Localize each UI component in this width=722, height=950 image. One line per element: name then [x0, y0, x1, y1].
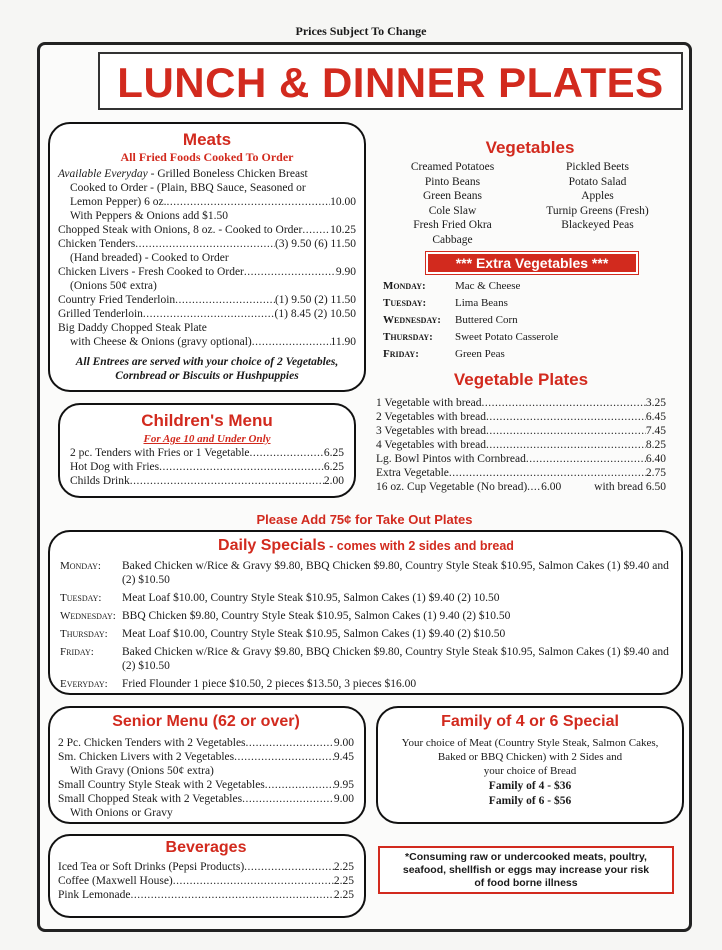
daily-special-day: Friday:	[60, 646, 94, 658]
senior-items	[58, 736, 354, 820]
extra-vegetable-item: Green Peas	[455, 348, 505, 360]
childrens-item	[70, 446, 344, 460]
senior-item-price: 9.45	[333, 751, 354, 763]
warning-line1: *Consuming raw or undercooked meats, poultry,	[405, 851, 647, 863]
entree-note	[58, 355, 356, 383]
daily-special-day: Thursday:	[60, 628, 108, 640]
family-line2: Baked or BBQ Chicken) with 2 Sides and	[437, 751, 623, 763]
entree-note-line1: All Entrees are served with your choice of 2 Vegetables,	[75, 356, 339, 368]
senior-item-label: Sm. Chicken Livers with 2 Vegetables	[58, 751, 235, 763]
vegetable-plate-item-leader	[482, 396, 646, 410]
childrens-item-leader	[130, 474, 324, 488]
vegetable-item: Pinto Beans	[424, 175, 481, 188]
available-prefix: Available Everyday	[58, 168, 148, 180]
extra-vegetable-row	[383, 329, 673, 346]
extra-vegetable-item: Sweet Potato Casserole	[455, 331, 559, 343]
daily-special-text: BBQ Chicken $9.80, Country Style Steak $10.95, Salmon Cakes (1) 9.40 (2) $10.50	[122, 610, 511, 622]
meat-item-note: (Onions 50¢ extra)	[70, 280, 157, 292]
vegetable-plate-item-price: 2.75	[645, 467, 666, 479]
meat-item	[58, 195, 356, 209]
meat-item-leader	[166, 195, 330, 209]
family-price-6: Family of 6 - $56	[488, 795, 572, 807]
vegetable-plate-item	[376, 438, 666, 452]
daily-special-day: Wednesday:	[60, 610, 116, 622]
vegetable-item: Fresh Fried Okra	[413, 219, 492, 231]
daily-special-text: Baked Chicken w/Rice & Gravy $9.80, BBQ Chicken $9.80, Country Style Steak $10.95, Salmon Cakes (1) $9.40 and (2) $10.50	[122, 560, 669, 586]
daily-special-text: Meat Loaf $10.00, Country Style Steak $10.95, Salmon Cakes (1) $9.40 (2) 10.50	[122, 592, 500, 604]
cup-vegetable-label: 16 oz. Cup Vegetable (No bread)	[376, 481, 528, 493]
vegetable-plate-item-leader	[526, 452, 646, 466]
meat-item	[58, 223, 356, 237]
daily-specials-content	[60, 536, 672, 695]
vegetable-item: Creamed Potatoes	[410, 161, 495, 173]
childrens-item-label: 2 pc. Tenders with Fries or 1 Vegetable	[70, 447, 250, 459]
beverage-item-label: Pink Lemonade	[58, 889, 131, 901]
beverage-item-leader	[244, 860, 334, 874]
extra-vegetables-days	[383, 278, 673, 363]
title-box	[98, 52, 683, 110]
extra-vegetable-item: Buttered Corn	[455, 314, 518, 326]
meat-item	[58, 237, 356, 251]
extra-vegetables-heading: *** Extra Vegetables ***	[426, 252, 638, 274]
beverages-heading: Beverages	[165, 839, 247, 856]
family-line1: Your choice of Meat (Country Style Steak, Salmon Cakes,	[401, 737, 659, 749]
senior-item-price: 9.00	[333, 737, 354, 749]
senior-item-price: 9.95	[333, 779, 354, 791]
meat-item-price: 10.25	[330, 224, 356, 236]
extra-vegetable-row	[383, 346, 673, 363]
daily-special-row	[60, 609, 672, 623]
vegetable-plate-item-label: 1 Vegetable with bread	[376, 397, 482, 409]
meat-item-leader	[143, 307, 275, 321]
extra-vegetable-row	[383, 278, 673, 295]
childrens-heading: Children's Menu	[141, 411, 273, 430]
childrens-item-price: 6.25	[323, 461, 344, 473]
senior-heading: Senior Menu (62 or over)	[112, 713, 300, 730]
daily-special-row	[60, 645, 672, 673]
meat-item-price: (1) 9.50 (2) 11.50	[274, 294, 356, 306]
meat-items	[58, 181, 356, 349]
meat-item-label: Chicken Livers - Fresh Cooked to Order	[58, 266, 244, 278]
childrens-item	[70, 460, 344, 474]
vegetable-plate-item-label: 3 Vegetables with bread	[376, 425, 486, 437]
meat-item-price: (3) 9.50 (6) 11.50	[274, 238, 356, 250]
daily-specials-title	[60, 536, 672, 556]
vegetable-plates-section	[376, 370, 666, 494]
daily-special-day: Monday:	[60, 560, 101, 572]
beverages-items	[58, 860, 354, 902]
vegetable-plates-items	[376, 396, 666, 480]
meat-item-label: Country Fried Tenderloin	[58, 294, 176, 306]
extra-vegetable-row	[383, 312, 673, 329]
extra-vegetable-item: Lima Beans	[455, 297, 508, 309]
meat-item	[58, 293, 356, 307]
vegetable-item: Potato Salad	[568, 175, 627, 188]
meats-content	[58, 130, 356, 383]
available-rest: - Grilled Boneless Chicken Breast	[147, 168, 308, 180]
senior-item-leader	[246, 736, 334, 750]
vegetable-item: Turnip Greens (Fresh)	[546, 204, 649, 217]
entree-note-line2: Cornbread or Biscuits or Hushpuppies	[115, 370, 299, 382]
beverage-item-label: Coffee (Maxwell House)	[58, 875, 173, 887]
childrens-item-leader	[250, 446, 324, 460]
daily-specials-heading: Daily Specials	[218, 537, 326, 554]
vegetable-item: Pickled Beets	[566, 161, 629, 173]
meat-item-note: Cooked to Order - (Plain, BBQ Sauce, Seasoned or	[70, 182, 306, 194]
meat-item-label: Lemon Pepper) 6 oz.	[70, 196, 167, 208]
meat-item-price: 11.90	[330, 336, 356, 348]
daily-special-row	[60, 677, 672, 691]
daily-special-text: Baked Chicken w/Rice & Gravy $9.80, BBQ Chicken $9.80, Country Style Steak $10.95, Salmon Cakes (1) $9.40 and (2) $10.50	[122, 646, 669, 672]
childrens-item-label: Hot Dog with Fries	[70, 461, 160, 473]
childrens-items	[70, 446, 344, 488]
meats-heading: Meats	[182, 130, 232, 149]
childrens-item	[70, 474, 344, 488]
extra-vegetable-row	[383, 295, 673, 312]
meat-item	[58, 335, 356, 349]
beverage-item-price: 2.25	[333, 889, 354, 901]
cup-vegetable-price: 6.00	[541, 481, 562, 493]
vegetable-plate-item-price: 3.25	[645, 397, 666, 409]
beverage-item-leader	[173, 874, 334, 888]
beverage-item-label: Iced Tea or Soft Drinks (Pepsi Products)	[58, 861, 245, 873]
extra-vegetable-day: Tuesday:	[383, 297, 427, 309]
beverage-item-price: 2.25	[333, 861, 354, 873]
vegetables-right-column	[525, 160, 670, 247]
daily-special-day: Tuesday:	[60, 592, 102, 604]
senior-item	[58, 792, 354, 806]
meat-item-note: With Peppers & Onions add $1.50	[70, 210, 228, 222]
vegetable-plate-item	[376, 452, 666, 466]
food-warning	[378, 846, 674, 894]
cup-vegetable-line	[376, 480, 666, 494]
vegetable-plate-item-label: 4 Vegetables with bread	[376, 439, 486, 451]
beverage-item-price: 2.25	[333, 875, 354, 887]
vegetable-item: Blackeyed Peas	[561, 219, 634, 231]
meat-item-note: (Hand breaded) - Cooked to Order	[70, 252, 229, 264]
daily-special-row	[60, 627, 672, 641]
warning-line3: of food borne illness	[474, 877, 578, 889]
childrens-item-price: 6.25	[323, 447, 344, 459]
vegetable-item: Cole Slaw	[428, 204, 477, 217]
senior-item	[58, 778, 354, 792]
senior-content	[58, 712, 354, 820]
senior-item-note: With Gravy (Onions 50¢ extra)	[70, 765, 214, 777]
beverage-item	[58, 888, 354, 902]
prices-note: Prices Subject To Change	[295, 24, 427, 38]
vegetable-plate-item-leader	[486, 438, 646, 452]
extra-vegetable-day: Friday:	[383, 348, 419, 360]
senior-item-label: 2 Pc. Chicken Tenders with 2 Vegetables	[58, 737, 246, 749]
daily-special-day: Everyday:	[60, 678, 108, 690]
family-content	[380, 712, 680, 808]
family-line3: your choice of Bread	[483, 765, 577, 777]
vegetable-plate-item	[376, 396, 666, 410]
meat-item-price: 9.90	[335, 266, 356, 278]
vegetable-plate-item-leader	[486, 424, 646, 438]
meat-item-leader	[302, 223, 330, 237]
vegetables-section	[390, 138, 670, 247]
meat-item-note: Big Daddy Chopped Steak Plate	[58, 322, 207, 334]
senior-item-leader	[234, 750, 334, 764]
vegetable-plate-item-leader	[486, 410, 646, 424]
warning-line2: seafood, shellfish or eggs may increase your risk	[402, 864, 650, 876]
vegetable-item: Cabbage	[432, 233, 473, 246]
extra-vegetable-day: Monday:	[383, 280, 426, 292]
senior-item	[58, 736, 354, 750]
daily-specials-suffix: - comes with 2 sides and bread	[325, 539, 514, 553]
beverages-content	[58, 838, 354, 902]
beverage-item	[58, 874, 354, 888]
vegetable-item: Apples	[581, 190, 614, 202]
daily-specials-days	[60, 559, 672, 691]
meat-item-leader	[135, 237, 275, 251]
beverage-item	[58, 860, 354, 874]
senior-item	[58, 750, 354, 764]
extra-vegetable-day: Wednesday:	[383, 314, 441, 326]
family-price-4: Family of 4 - $36	[488, 780, 572, 792]
vegetable-plates-heading: Vegetable Plates	[453, 370, 589, 389]
vegetable-plate-item	[376, 424, 666, 438]
daily-special-text: Fried Flounder 1 piece $10.50, 2 pieces $13.50, 3 pieces $16.00	[122, 678, 417, 690]
daily-special-row	[60, 591, 672, 605]
senior-item-label: Small Chopped Steak with 2 Vegetables	[58, 793, 243, 805]
senior-item-leader	[242, 792, 334, 806]
vegetable-plate-item-label: 2 Vegetables with bread	[376, 411, 486, 423]
cup-vegetable-with-bread: with bread 6.50	[594, 481, 666, 493]
meat-item-leader	[252, 335, 331, 349]
vegetable-plate-item-label: Extra Vegetable	[376, 467, 449, 479]
family-heading: Family of 4 or 6 Special	[441, 713, 619, 730]
meat-item-label: Chicken Tenders	[58, 238, 136, 250]
take-out-note: Please Add 75¢ for Take Out Plates	[256, 512, 473, 527]
childrens-item-leader	[159, 460, 324, 474]
meat-item-label: Grilled Tenderloin	[58, 308, 143, 320]
beverage-item-leader	[131, 888, 334, 902]
senior-item-label: Small Country Style Steak with 2 Vegetables	[58, 779, 265, 791]
vegetables-left-column	[390, 160, 515, 247]
meat-item-leader	[175, 293, 275, 307]
meat-item-price: 10.00	[330, 196, 356, 208]
meat-item	[58, 307, 356, 321]
vegetable-plate-item-leader	[449, 466, 646, 480]
vegetable-plate-item-label: Lg. Bowl Pintos with Cornbread	[376, 453, 526, 465]
daily-special-text: Meat Loaf $10.00, Country Style Steak $10.95, Salmon Cakes (1) $9.40 (2) $10.50	[122, 628, 506, 640]
meat-item	[58, 265, 356, 279]
vegetable-plate-item-price: 8.25	[645, 439, 666, 451]
childrens-subheading: For Age 10 and Under Only	[143, 433, 271, 445]
senior-item-leader	[265, 778, 334, 792]
vegetable-plate-item-price: 7.45	[645, 425, 666, 437]
meats-subheading: All Fried Foods Cooked To Order	[120, 150, 294, 164]
vegetable-plate-item	[376, 410, 666, 424]
meat-item-price: (1) 8.45 (2) 10.50	[274, 308, 356, 320]
senior-item-price: 9.00	[333, 793, 354, 805]
page-title: LUNCH & DINNER PLATES	[117, 59, 664, 106]
extra-vegetable-item: Mac & Cheese	[455, 280, 521, 292]
extra-vegetable-day: Thursday:	[383, 331, 433, 343]
vegetable-item: Green Beans	[422, 190, 483, 202]
senior-item-note: With Onions or Gravy	[70, 807, 173, 819]
meat-item-leader	[244, 265, 336, 279]
vegetables-list	[390, 160, 670, 247]
meat-item-label: with Cheese & Onions (gravy optional)	[70, 336, 252, 348]
vegetables-heading: Vegetables	[485, 138, 575, 157]
childrens-item-label: Childs Drink	[70, 475, 130, 487]
vegetable-plate-item	[376, 466, 666, 480]
vegetable-plate-item-price: 6.45	[645, 411, 666, 423]
available-line	[58, 167, 356, 181]
childrens-item-price: 2.00	[323, 475, 344, 487]
vegetable-plate-item-price: 6.40	[645, 453, 666, 465]
meat-item-label: Chopped Steak with Onions, 8 oz. - Cooked to Order	[58, 224, 303, 236]
daily-special-row	[60, 559, 672, 587]
childrens-content	[70, 410, 344, 488]
